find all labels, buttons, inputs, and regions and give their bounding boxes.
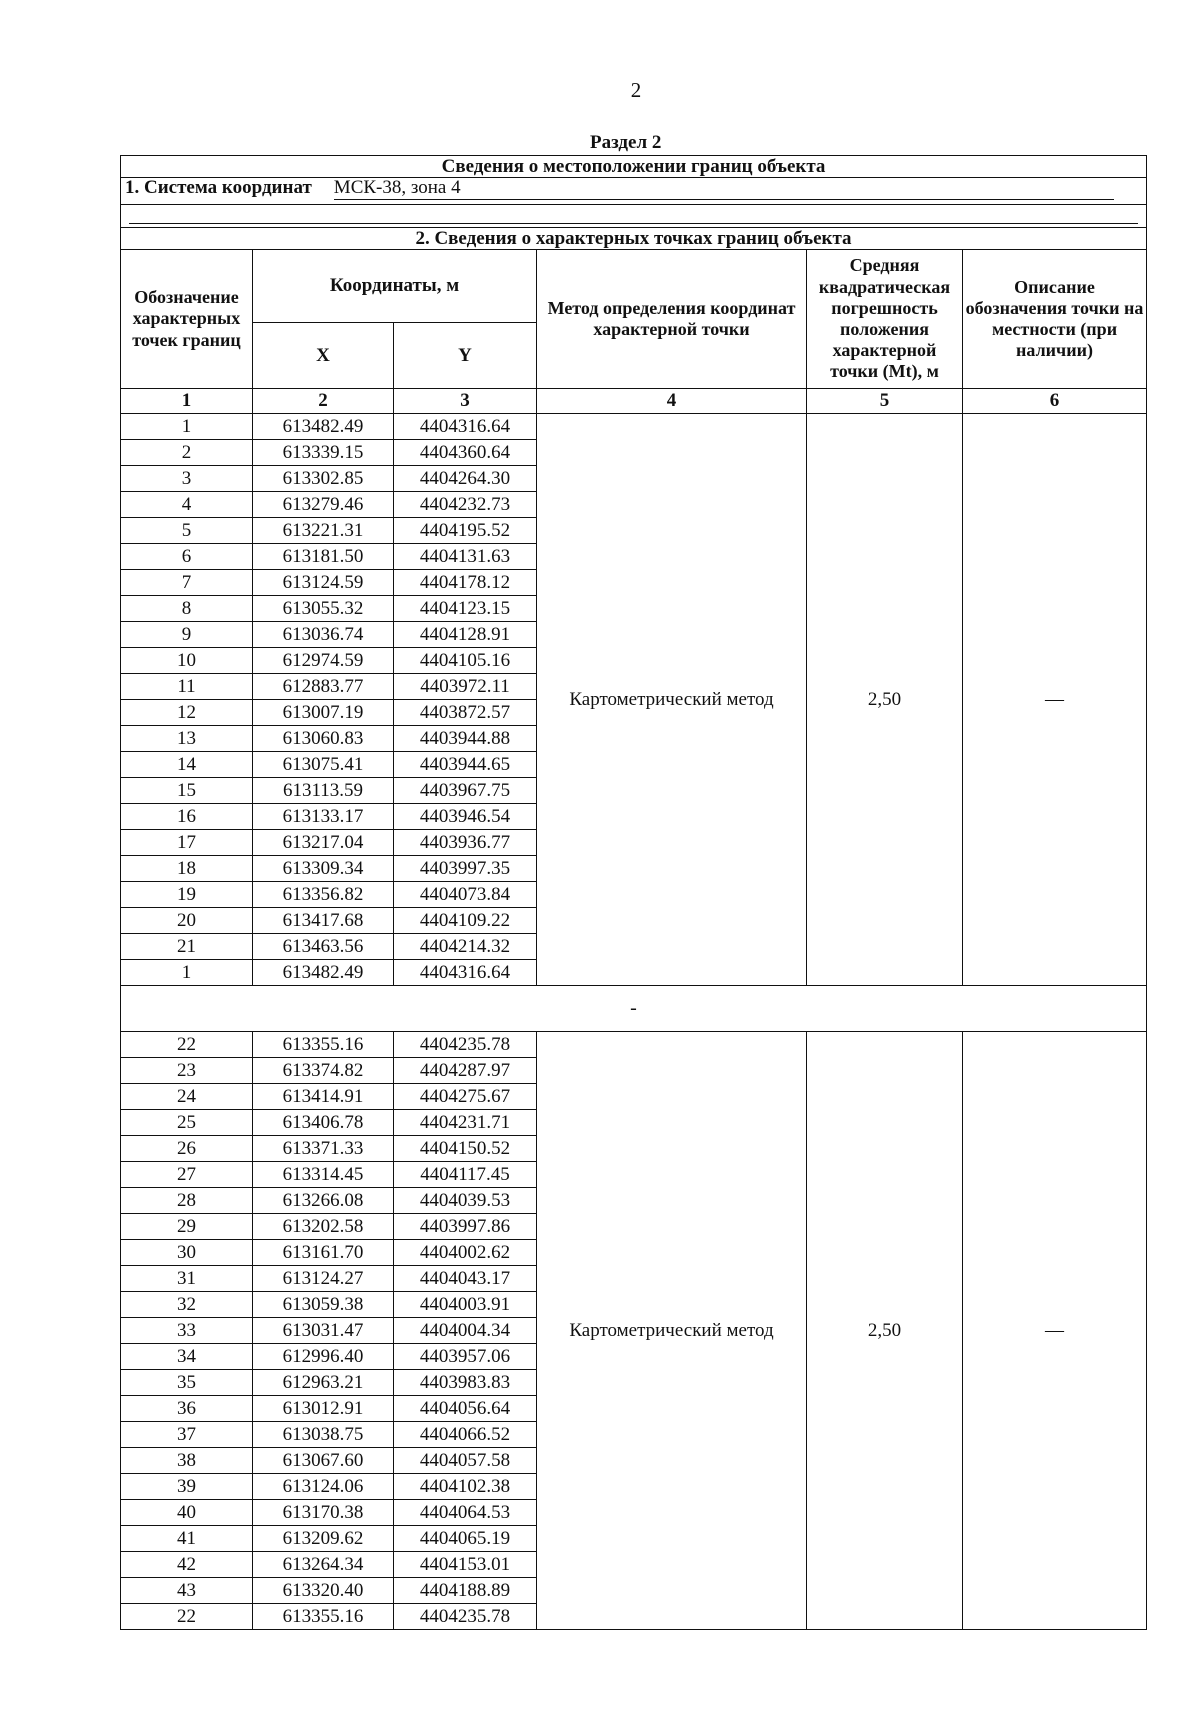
points-title-row <box>121 228 1147 250</box>
point-number: 31 <box>121 1266 253 1292</box>
coord-x: 613124.27 <box>253 1266 394 1292</box>
coord-x: 613482.49 <box>253 960 394 986</box>
coord-system-value: МСК-38, зона 4 <box>334 178 1114 200</box>
coord-x: 613202.58 <box>253 1214 394 1240</box>
col-header-description: Описание обозначения точки на местности (при наличии) <box>963 250 1147 389</box>
description-cell: — <box>963 1032 1147 1630</box>
point-number: 40 <box>121 1500 253 1526</box>
column-numbers-row <box>121 389 1147 414</box>
point-number: 21 <box>121 934 253 960</box>
coord-x: 613374.82 <box>253 1058 394 1084</box>
coord-x: 613209.62 <box>253 1526 394 1552</box>
spacer-cell <box>121 205 1147 228</box>
table-body <box>121 156 1147 1630</box>
coord-y: 4403944.65 <box>394 752 537 778</box>
coord-y: 4404214.32 <box>394 934 537 960</box>
coord-system-label: 1. Система координат <box>125 177 312 198</box>
error-cell: 2,50 <box>807 414 963 986</box>
coord-y: 4404131.63 <box>394 544 537 570</box>
col-header-y: Y <box>394 323 537 389</box>
column-number: 3 <box>394 389 537 414</box>
coord-y: 4404150.52 <box>394 1136 537 1162</box>
coord-y: 4404039.53 <box>394 1188 537 1214</box>
point-number: 22 <box>121 1604 253 1630</box>
point-number: 16 <box>121 804 253 830</box>
coord-x: 612963.21 <box>253 1370 394 1396</box>
coord-y: 4404123.15 <box>394 596 537 622</box>
coord-y: 4404073.84 <box>394 882 537 908</box>
coord-x: 613055.32 <box>253 596 394 622</box>
coord-y: 4403967.75 <box>394 778 537 804</box>
coord-x: 613264.34 <box>253 1552 394 1578</box>
point-number: 6 <box>121 544 253 570</box>
coord-x: 613314.45 <box>253 1162 394 1188</box>
section-subtitle-row <box>121 156 1147 178</box>
error-cell: 2,50 <box>807 1032 963 1630</box>
coord-x: 613170.38 <box>253 1500 394 1526</box>
coord-x: 613356.82 <box>253 882 394 908</box>
point-number: 4 <box>121 492 253 518</box>
spacer-row <box>121 205 1147 228</box>
coord-y: 4404178.12 <box>394 570 537 596</box>
coord-x: 613279.46 <box>253 492 394 518</box>
coord-x: 613355.16 <box>253 1604 394 1630</box>
column-number: 2 <box>253 389 394 414</box>
coord-y: 4404102.38 <box>394 1474 537 1500</box>
point-number: 23 <box>121 1058 253 1084</box>
point-number: 10 <box>121 648 253 674</box>
point-number: 8 <box>121 596 253 622</box>
column-number: 4 <box>537 389 807 414</box>
point-number: 12 <box>121 700 253 726</box>
coord-y: 4403983.83 <box>394 1370 537 1396</box>
point-number: 2 <box>121 440 253 466</box>
coord-x: 613036.74 <box>253 622 394 648</box>
coord-y: 4404004.34 <box>394 1318 537 1344</box>
point-number: 9 <box>121 622 253 648</box>
point-number: 32 <box>121 1292 253 1318</box>
coord-x: 613059.38 <box>253 1292 394 1318</box>
coord-system-row <box>121 178 1147 205</box>
page-number: 2 <box>630 78 642 102</box>
point-number: 43 <box>121 1578 253 1604</box>
coord-x: 612883.77 <box>253 674 394 700</box>
coord-y: 4404316.64 <box>394 414 537 440</box>
coord-y: 4404043.17 <box>394 1266 537 1292</box>
coord-x: 613133.17 <box>253 804 394 830</box>
coord-x: 613417.68 <box>253 908 394 934</box>
coord-y: 4404003.91 <box>394 1292 537 1318</box>
coord-x: 612974.59 <box>253 648 394 674</box>
coord-y: 4403872.57 <box>394 700 537 726</box>
table-row <box>121 1032 1147 1058</box>
method-cell: Картометрический метод <box>537 1032 807 1630</box>
point-number: 17 <box>121 830 253 856</box>
coord-x: 613482.49 <box>253 414 394 440</box>
point-number: 7 <box>121 570 253 596</box>
point-number: 36 <box>121 1396 253 1422</box>
point-number: 11 <box>121 674 253 700</box>
col-header-coords: Координаты, м <box>253 250 537 323</box>
point-number: 27 <box>121 1162 253 1188</box>
coord-x: 613371.33 <box>253 1136 394 1162</box>
coord-y: 4404065.19 <box>394 1526 537 1552</box>
coord-y: 4403936.77 <box>394 830 537 856</box>
coord-y: 4403944.88 <box>394 726 537 752</box>
point-number: 37 <box>121 1422 253 1448</box>
point-number: 26 <box>121 1136 253 1162</box>
point-number: 33 <box>121 1318 253 1344</box>
coord-x: 612996.40 <box>253 1344 394 1370</box>
coord-y: 4403972.11 <box>394 674 537 700</box>
coord-y: 4404109.22 <box>394 908 537 934</box>
coord-x: 613124.06 <box>253 1474 394 1500</box>
coord-x: 613302.85 <box>253 466 394 492</box>
coord-y: 4404057.58 <box>394 1448 537 1474</box>
point-number: 14 <box>121 752 253 778</box>
coord-y: 4403946.54 <box>394 804 537 830</box>
coord-x: 613038.75 <box>253 1422 394 1448</box>
coord-x: 613124.59 <box>253 570 394 596</box>
coord-y: 4404195.52 <box>394 518 537 544</box>
spacer-line <box>129 222 1138 224</box>
point-number: 42 <box>121 1552 253 1578</box>
coord-y: 4404056.64 <box>394 1396 537 1422</box>
coord-y: 4404188.89 <box>394 1578 537 1604</box>
point-number: 34 <box>121 1344 253 1370</box>
coord-x: 613181.50 <box>253 544 394 570</box>
table-row <box>121 414 1147 440</box>
coord-x: 613031.47 <box>253 1318 394 1344</box>
coord-x: 613161.70 <box>253 1240 394 1266</box>
coord-x: 613060.83 <box>253 726 394 752</box>
column-number: 5 <box>807 389 963 414</box>
point-number: 3 <box>121 466 253 492</box>
description-cell: — <box>963 414 1147 986</box>
boundary-points-table <box>120 155 1147 1630</box>
coord-x: 613075.41 <box>253 752 394 778</box>
coord-y: 4404105.16 <box>394 648 537 674</box>
coord-y: 4404287.97 <box>394 1058 537 1084</box>
point-number: 15 <box>121 778 253 804</box>
point-number: 1 <box>121 960 253 986</box>
coord-x: 613012.91 <box>253 1396 394 1422</box>
points-section-title: 2. Сведения о характерных точках границ объекта <box>121 228 1147 250</box>
coord-y: 4404064.53 <box>394 1500 537 1526</box>
point-number: 19 <box>121 882 253 908</box>
coord-y: 4403957.06 <box>394 1344 537 1370</box>
coord-y: 4404235.78 <box>394 1032 537 1058</box>
header-row-1 <box>121 250 1147 323</box>
point-number: 25 <box>121 1110 253 1136</box>
coord-y: 4404231.71 <box>394 1110 537 1136</box>
coord-x: 613007.19 <box>253 700 394 726</box>
coord-x: 613320.40 <box>253 1578 394 1604</box>
point-number: 5 <box>121 518 253 544</box>
section-title: Раздел 2 <box>590 132 662 153</box>
point-number: 41 <box>121 1526 253 1552</box>
point-number: 35 <box>121 1370 253 1396</box>
coord-x: 613221.31 <box>253 518 394 544</box>
point-number: 30 <box>121 1240 253 1266</box>
coord-x: 613113.59 <box>253 778 394 804</box>
coord-y: 4404264.30 <box>394 466 537 492</box>
coord-y: 4404117.45 <box>394 1162 537 1188</box>
point-number: 24 <box>121 1084 253 1110</box>
point-number: 13 <box>121 726 253 752</box>
coord-y: 4404232.73 <box>394 492 537 518</box>
coord-y: 4403997.35 <box>394 856 537 882</box>
coord-x: 613217.04 <box>253 830 394 856</box>
col-header-error: Средняя квадратическая погрешность положения характерной точки (Mt), м <box>807 250 963 389</box>
column-number: 6 <box>963 389 1147 414</box>
point-number: 39 <box>121 1474 253 1500</box>
coord-y: 4404153.01 <box>394 1552 537 1578</box>
coord-x: 613355.16 <box>253 1032 394 1058</box>
point-number: 20 <box>121 908 253 934</box>
coord-x: 613309.34 <box>253 856 394 882</box>
coord-x: 613266.08 <box>253 1188 394 1214</box>
coord-x: 613406.78 <box>253 1110 394 1136</box>
col-header-method: Метод определения координат характерной точки <box>537 250 807 389</box>
coord-system-cell <box>121 178 1147 205</box>
point-number: 1 <box>121 414 253 440</box>
coord-y: 4404066.52 <box>394 1422 537 1448</box>
point-number: 38 <box>121 1448 253 1474</box>
coord-y: 4404360.64 <box>394 440 537 466</box>
point-number: 29 <box>121 1214 253 1240</box>
coord-x: 613463.56 <box>253 934 394 960</box>
point-number: 28 <box>121 1188 253 1214</box>
coord-x: 613414.91 <box>253 1084 394 1110</box>
contour-separator: - <box>121 986 1147 1032</box>
column-number: 1 <box>121 389 253 414</box>
col-header-point: Обозначение характерных точек границ <box>121 250 253 389</box>
coord-x: 613339.15 <box>253 440 394 466</box>
col-header-x: X <box>253 323 394 389</box>
contour-separator-row <box>121 986 1147 1032</box>
point-number: 22 <box>121 1032 253 1058</box>
coord-y: 4404275.67 <box>394 1084 537 1110</box>
point-number: 18 <box>121 856 253 882</box>
section-subtitle: Сведения о местоположении границ объекта <box>121 156 1147 178</box>
coord-y: 4403997.86 <box>394 1214 537 1240</box>
coord-y: 4404235.78 <box>394 1604 537 1630</box>
coord-y: 4404128.91 <box>394 622 537 648</box>
coord-y: 4404002.62 <box>394 1240 537 1266</box>
coord-x: 613067.60 <box>253 1448 394 1474</box>
method-cell: Картометрический метод <box>537 414 807 986</box>
coord-y: 4404316.64 <box>394 960 537 986</box>
